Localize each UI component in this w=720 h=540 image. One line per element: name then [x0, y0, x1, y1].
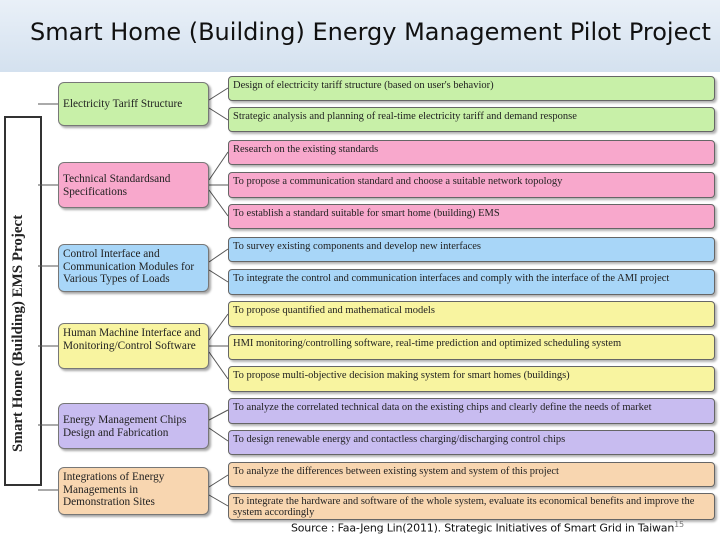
task-box: Research on the existing standards [228, 140, 715, 165]
connector-line [209, 88, 228, 120]
task-box: To analyze the correlated technical data on the existing chips and clearly define the needs of market [228, 398, 715, 424]
task-box: To survey existing components and develop new interfaces [228, 237, 715, 262]
category-energy-chips: Energy Management Chips Design and Fabrication [58, 403, 209, 449]
connector-line [209, 410, 228, 441]
task-box: To design renewable energy and contactless charging/discharging control chips [228, 430, 715, 455]
source-text: Source : Faa-Jeng Lin(2011). Strategic Initiatives of Smart Grid in Taiwan [291, 521, 675, 535]
connector-line [209, 475, 228, 506]
connector-line [209, 249, 228, 282]
category-control-interface: Control Interface and Communication Modules for Various Types of Loads [58, 244, 209, 292]
project-label: Smart Home (Building) EMS Project [10, 214, 26, 452]
source-citation [291, 520, 684, 535]
task-box: To propose a communication standard and choose a suitable network topology [228, 172, 715, 198]
task-box: To integrate the control and communication interfaces and comply with the interface of the AMI project [228, 269, 715, 295]
category-technical-standards: Technical Standardsand Specifications [58, 162, 209, 208]
category-hmi: Human Machine Interface and Monitoring/Control Software [58, 323, 209, 369]
category-integration: Integrations of Energy Managements in Demonstration Sites [58, 467, 209, 515]
connector-line [209, 152, 228, 216]
category-electricity-tariff: Electricity Tariff Structure [58, 82, 209, 126]
task-box: To propose multi-objective decision making system for smart homes (buildings) [228, 366, 715, 392]
task-box: Strategic analysis and planning of real-time electricity tariff and demand response [228, 107, 715, 132]
task-box: To establish a standard suitable for smart home (building) EMS [228, 204, 715, 229]
task-box: Design of electricity tariff structure (based on user's behavior) [228, 76, 715, 101]
page-title: Smart Home (Building) Energy Management Pilot Project [30, 18, 711, 46]
task-box: To analyze the differences between existing system and system of this project [228, 462, 715, 487]
task-box: To integrate the hardware and software of the whole system, evaluate its economical benefits and improve the system accordingly [228, 493, 715, 520]
connector-line [209, 314, 228, 379]
task-box: To propose quantified and mathematical models [228, 301, 715, 327]
page-number: 15 [674, 520, 684, 529]
task-box: HMI monitoring/controlling software, real-time prediction and optimized scheduling system [228, 334, 715, 360]
